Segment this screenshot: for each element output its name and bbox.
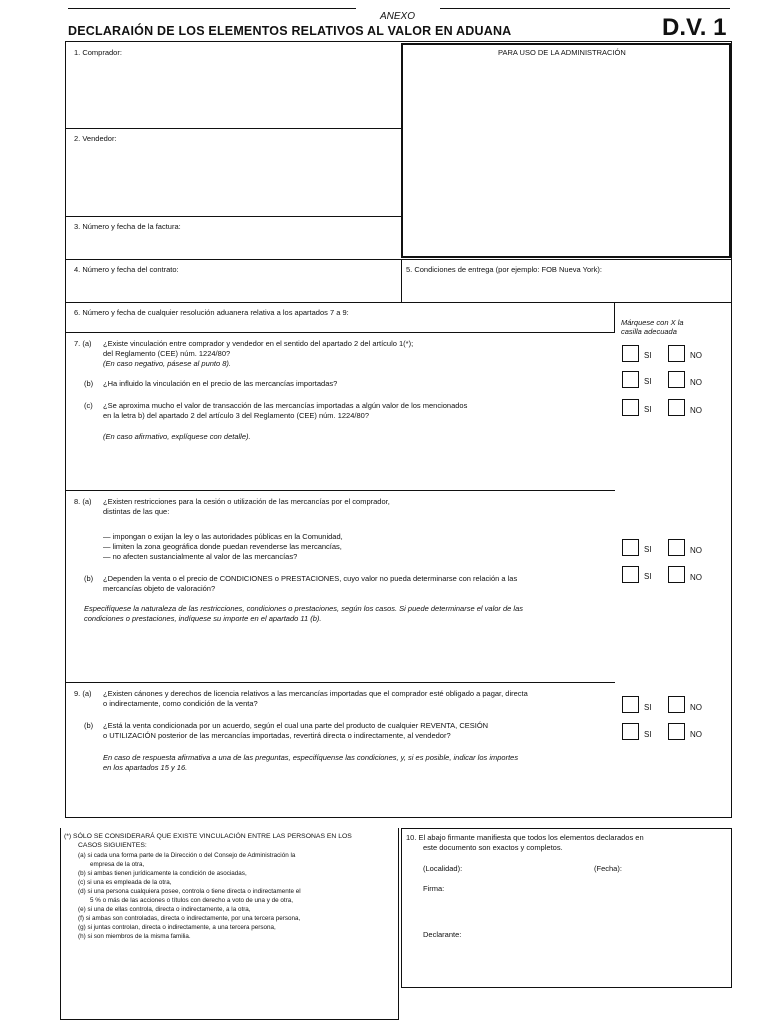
factura-label: 3. Número y fecha de la factura: <box>74 222 181 231</box>
footnote-a-1: (a) si cada una forma parte de la Dirección o del Consejo de Administración la <box>78 852 296 859</box>
q7a-si-label: SI <box>644 351 652 360</box>
q7a-line-2: del Reglamento (CEE) núm. 1224/80? <box>103 349 231 358</box>
divider-2-3 <box>65 216 401 217</box>
q7a-no-label: NO <box>690 351 702 360</box>
top-rule-left <box>68 8 356 9</box>
comprador-label: 1. Comprador: <box>74 48 122 57</box>
q7c-line-2: en la letra b) del apartado 2 del artículo 3 del Reglamento (CEE) núm. 1224/80? <box>103 411 369 420</box>
q8b-si-checkbox[interactable] <box>622 566 639 583</box>
q9b-no-checkbox[interactable] <box>668 723 685 740</box>
firma-label: Firma: <box>423 884 445 893</box>
localidad-label: (Localidad): <box>423 864 463 873</box>
q8b-line-2: mercancías objeto de valoración? <box>103 584 216 593</box>
q8a-no-label: NO <box>690 546 702 555</box>
footnote-a-2: empresa de la otra, <box>90 861 145 868</box>
marquese-line-2: casilla adecuada <box>621 327 677 336</box>
q8a-dash-3: — no afecten sustancialmente al valor de las mercancías? <box>103 552 298 561</box>
q9a-si-label: SI <box>644 703 652 712</box>
check-column-divider <box>614 302 615 332</box>
q9a-si-checkbox[interactable] <box>622 696 639 713</box>
q7c-si-checkbox[interactable] <box>622 399 639 416</box>
footnote-lead-2: CASOS SIGUIENTES: <box>78 842 147 849</box>
q9b-line-1: ¿Está la venta condicionada por un acuerdo, según el cual una parte del producto de cualquier REVENTA, CESIÓN <box>103 721 489 730</box>
footnote-b: (b) si ambas tienen jurídicamente la condición de asociadas, <box>78 870 247 877</box>
q8a-line-1: ¿Existen restricciones para la cesión o utilización de las mercancías por el comprador, <box>103 497 390 506</box>
q8a-dash-2: — limiten la zona geográfica donde puedan revenderse las mercancías, <box>103 542 342 551</box>
q8a-dash-1: — impongan o exijan la ley o las autoridades públicas en la Comunidad, <box>103 532 343 541</box>
q9a-line-1: ¿Existen cánones y derechos de licencia relativos a las mercancías importadas que el comprador esté obligado a pagar, directa <box>103 689 528 698</box>
q9a-line-2: o indirectamente, como condición de la venta? <box>103 699 258 708</box>
q7a-no-checkbox[interactable] <box>668 345 685 362</box>
footnote-e: (e) si una de ellas controla, directa o indirectamente, a la otra, <box>78 906 251 913</box>
q8b-line-1: ¿Dependen la venta o el precio de CONDICIONES o PRESTACIONES, cuyo valor no pueda determinarse con relación a las <box>103 574 518 583</box>
q7c-si-label: SI <box>644 405 652 414</box>
footnote-h: (h) si son miembros de la misma familia. <box>78 933 191 940</box>
divider-4-5-vertical <box>401 259 402 302</box>
q7c-number: (c) <box>84 401 93 410</box>
q8a-line-2: distintas de las que: <box>103 507 170 516</box>
anexo-label: ANEXO <box>380 11 416 22</box>
q8a-si-label: SI <box>644 545 652 554</box>
divider-5-6 <box>65 302 732 303</box>
q7b-no-label: NO <box>690 378 702 387</box>
q7b-no-checkbox[interactable] <box>668 371 685 388</box>
admin-label: PARA USO DE LA ADMINISTRACIÓN <box>498 48 626 57</box>
q9a-no-label: NO <box>690 703 702 712</box>
q7b-si-label: SI <box>644 377 652 386</box>
q7a-si-checkbox[interactable] <box>622 345 639 362</box>
q9a-number: 9. (a) <box>74 689 92 698</box>
q8b-si-label: SI <box>644 572 652 581</box>
entrega-label: 5. Condiciones de entrega (por ejemplo: FOB Nueva York): <box>406 265 602 274</box>
q9b-number: (b) <box>84 721 94 730</box>
q8a-number: 8. (a) <box>74 497 92 506</box>
contrato-label: 4. Número y fecha del contrato: <box>74 265 179 274</box>
q9a-no-checkbox[interactable] <box>668 696 685 713</box>
declaration-line-2: este documento son exactos y completos. <box>423 843 563 852</box>
q9b-si-checkbox[interactable] <box>622 723 639 740</box>
q7b-number: (b) <box>84 379 94 388</box>
declarante-label: Declarante: <box>423 930 462 939</box>
marquese-line-1: Márquese con X la <box>621 318 684 327</box>
q9-note-line-2: en los apartados 15 y 16. <box>103 763 188 772</box>
form-title: DECLARAIÓN DE LOS ELEMENTOS RELATIVOS AL VALOR EN ADUANA <box>68 24 512 38</box>
footnote-lead: (*) SÓLO SE CONSIDERARÁ QUE EXISTE VINCULACIÓN ENTRE LAS PERSONAS EN LOS <box>64 833 352 840</box>
q8b-no-checkbox[interactable] <box>668 566 685 583</box>
q9-note-line-1: En caso de respuesta afirmativa a una de las preguntas, especifíquense las condiciones, y, si es posible, indicar los importes <box>103 753 519 762</box>
q9b-line-2: o UTILIZACIÓN posterior de las mercancías importadas, revertirá directa o indirectamente, al vendedor? <box>103 731 451 740</box>
divider-8-9 <box>65 682 615 683</box>
footnote-d-1: (d) si una persona cualquiera posee, controla o tiene directa o indirectamente el <box>78 888 301 895</box>
vendedor-label: 2. Vendedor: <box>74 134 117 143</box>
divider-6-7 <box>65 332 615 333</box>
q7c-no-label: NO <box>690 406 702 415</box>
q8-note-line-1: Especifíquese la naturaleza de las restricciones, condiciones o prestaciones, según los casos. Si puede determinarse el valor de las <box>84 604 523 613</box>
q8b-no-label: NO <box>690 573 702 582</box>
resolucion-label: 6. Número y fecha de cualquier resolución aduanera relativa a los apartados 7 a 9: <box>74 308 349 317</box>
q7a-number: 7. (a) <box>74 339 92 348</box>
admin-box <box>401 43 731 258</box>
q8-note-line-2: condiciones o prestaciones, indíquese su importe en el apartado 11 (b). <box>84 614 322 623</box>
footnote-g: (g) si juntas controlan, directa o indirectamente, a una tercera persona, <box>78 924 276 931</box>
footnote-c: (c) si una es empleada de la otra, <box>78 879 172 886</box>
fecha-label: (Fecha): <box>594 864 622 873</box>
form-code: D.V. 1 <box>662 14 727 41</box>
footnote-d-2: 5 % o más de las acciones o títulos con derecho a voto de una y de otra, <box>90 897 294 904</box>
q7c-no-checkbox[interactable] <box>668 399 685 416</box>
q7-note: (En caso afirmativo, explíquese con detalle). <box>103 432 251 441</box>
divider-7-8 <box>65 490 615 491</box>
q8a-si-checkbox[interactable] <box>622 539 639 556</box>
top-rule-right <box>440 8 730 9</box>
q8b-number: (b) <box>84 574 94 583</box>
q7c-line-1: ¿Se aproxima mucho el valor de transacción de las mercancías importadas a algún valor de los mencionados <box>103 401 468 410</box>
divider-3-4 <box>65 259 732 260</box>
q8a-no-checkbox[interactable] <box>668 539 685 556</box>
q7a-line-3: (En caso negativo, pásese al punto 8). <box>103 359 231 368</box>
divider-1-2 <box>65 128 401 129</box>
q7a-line-1: ¿Existe vinculación entre comprador y vendedor en el sentido del apartado 2 del artículo 1(*); <box>103 339 414 348</box>
q9b-no-label: NO <box>690 730 702 739</box>
footnote-f: (f) si ambas son controladas, directa o indirectamente, por una tercera persona, <box>78 915 301 922</box>
q7b-line-1: ¿Ha influido la vinculación en el precio de las mercancías importadas? <box>103 379 338 388</box>
declaration-line-1: 10. El abajo firmante manifiesta que todos los elementos declarados en <box>406 833 644 842</box>
q9b-si-label: SI <box>644 730 652 739</box>
q7b-si-checkbox[interactable] <box>622 371 639 388</box>
